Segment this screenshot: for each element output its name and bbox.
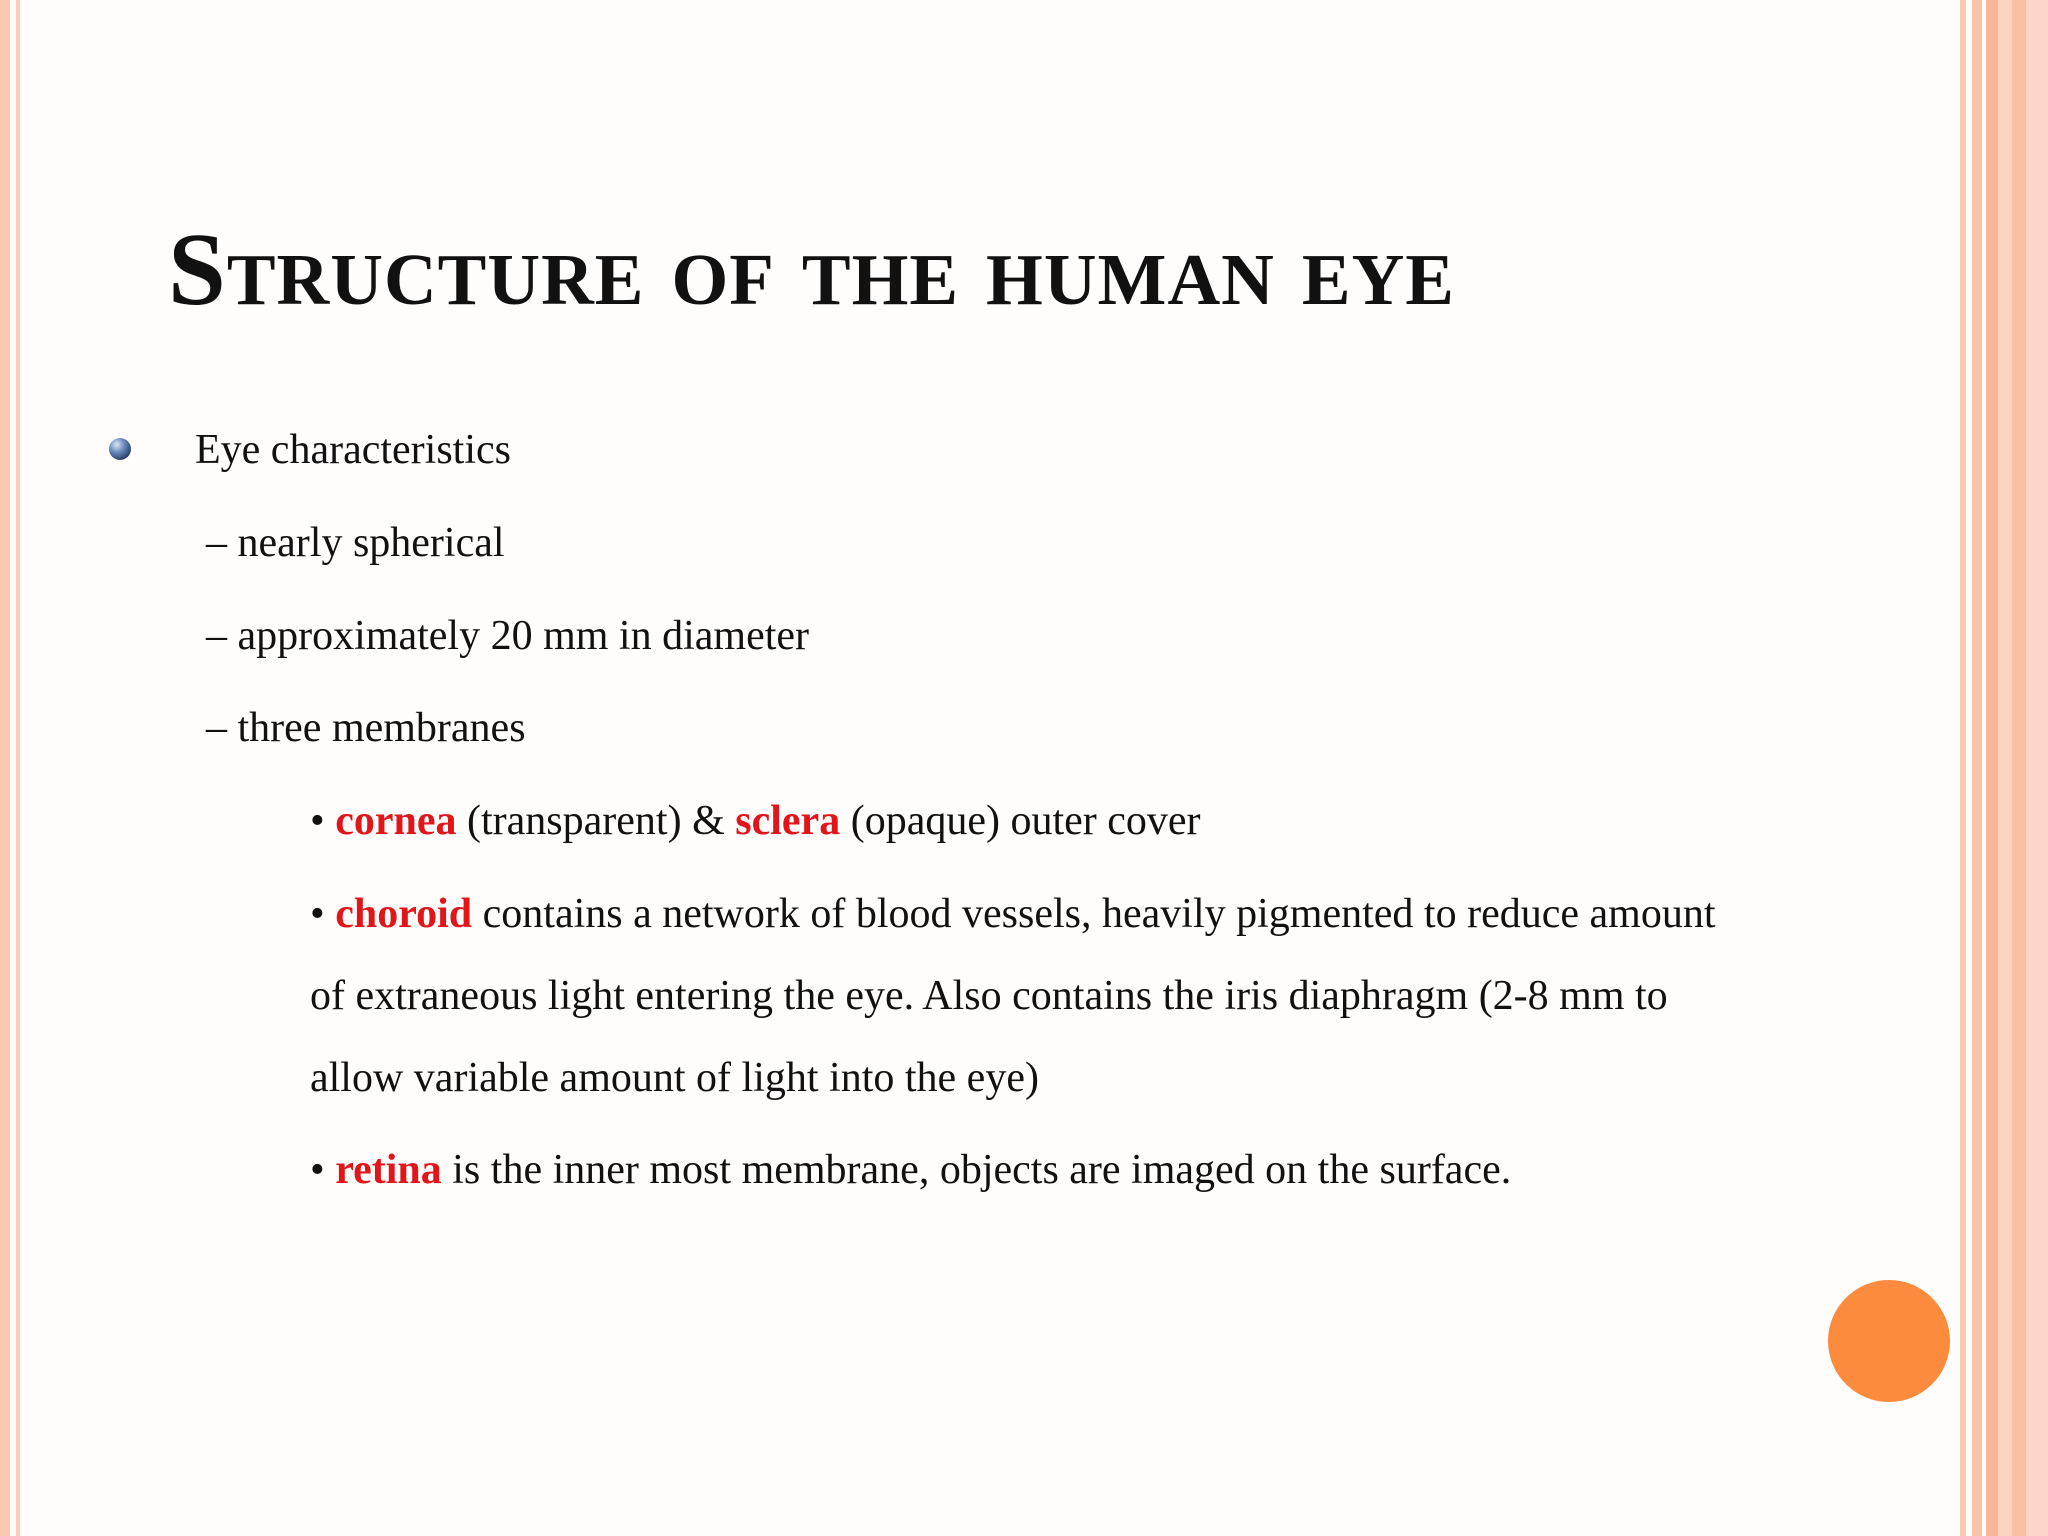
sub-item-nearly-spherical: – nearly spherical [206,520,505,566]
bullet-sphere-icon [109,438,131,460]
membrane-retina [310,1142,1511,1198]
slide-title: Structure of the human eye [168,212,1455,327]
sub-item-three-membranes: – three membranes [206,705,526,751]
sclera-description: (opaque) outer cover [840,798,1201,844]
term-retina: retina [335,1147,442,1193]
membrane-choroid-line-1 [310,886,1716,942]
left-border-outer [0,0,10,1536]
bullet-dot: • [310,1147,336,1193]
bullet-eye-characteristics: Eye characteristics [195,427,511,473]
term-choroid: choroid [335,891,473,937]
retina-description: is the inner most membrane, objects are imaged on the surface. [441,1147,1512,1193]
membrane-cornea-sclera [310,793,1201,849]
term-cornea: cornea [335,798,457,844]
cornea-description: (transparent) & [456,798,736,844]
orange-circle-decoration [1828,1280,1950,1402]
membrane-choroid-line-3: allow variable amount of light into the eye) [310,1055,1039,1101]
membrane-choroid-line-2: of extraneous light entering the eye. Also contains the iris diaphragm (2-8 mm to [310,973,1668,1019]
choroid-description-1: contains a network of blood vessels, heavily pigmented to reduce amount [472,891,1716,937]
right-border-stripe-3 [1986,0,2048,1536]
bullet-dot: • [310,798,336,844]
left-border-inner [16,0,20,1536]
sub-item-diameter: – approximately 20 mm in diameter [206,613,810,659]
right-border-stripe-1 [1960,0,1966,1536]
right-border-stripe-2 [1972,0,1982,1536]
term-sclera: sclera [735,798,841,844]
bullet-dot: • [310,891,336,937]
